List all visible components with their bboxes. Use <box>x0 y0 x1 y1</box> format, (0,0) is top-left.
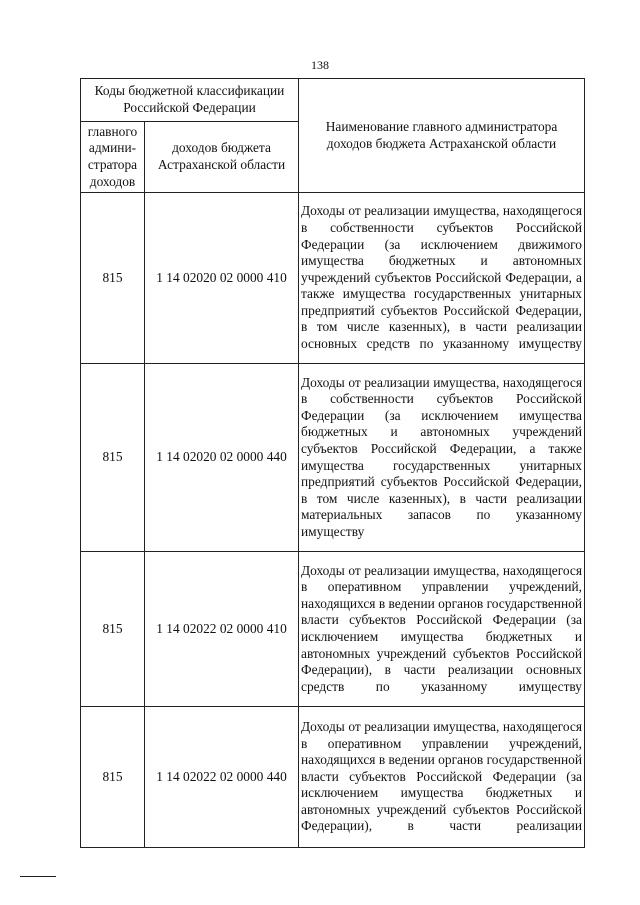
header-row-group <box>81 79 585 122</box>
header-admin-cell: главного админи-стратора доходов <box>81 122 145 193</box>
page-number: 138 <box>311 58 329 72</box>
income-code-cell: 1 14 02022 02 0000 440 <box>145 707 299 848</box>
income-name-cell: Доходы от реализации имущества, находящегося в собственности субъектов Российской Федерации (за исключением имущества бюджетных и автономных учреждений субъектов Российской Федерации, а также имущества государственных унитарных предприятий субъектов Российской Федерации, в том числе казенных), в части реализации материальных запасов по указанному имуществу <box>299 364 585 552</box>
admin-code-cell: 815 <box>81 193 145 364</box>
admin-code-cell: 815 <box>81 364 145 552</box>
header-name-cell: Наименование главного администратора доходов бюджета Астраханской области <box>299 79 585 193</box>
budget-classification-table <box>80 78 585 848</box>
admin-code-cell: 815 <box>81 552 145 707</box>
table-row <box>81 707 585 848</box>
income-code-cell: 1 14 02022 02 0000 410 <box>145 552 299 707</box>
income-name-cell: Доходы от реализации имущества, находящегося в оперативном управлении учреждений, находящихся в ведении органов государственной власти субъектов Российской Федерации (за исключением имущества бюджетных и автономных учреждений субъектов Российской Федерации), в части реализации основных средств по указанному имуществу <box>299 552 585 707</box>
table-row <box>81 552 585 707</box>
income-name-cell: Доходы от реализации имущества, находящегося в собственности субъектов Российской Федерации (за исключением движимого имущества бюджетных и автономных учреждений субъектов Российской Федерации, а также имущества государственных унитарных предприятий субъектов Российской Федерации, в том числе казенных), в части реализации основных средств по указанному имуществу <box>299 193 585 364</box>
table-row <box>81 193 585 364</box>
header-group-cell: Коды бюджетной классификации Российской Федерации <box>81 79 299 122</box>
income-code-cell: 1 14 02020 02 0000 410 <box>145 193 299 364</box>
income-name-cell: Доходы от реализации имущества, находящегося в оперативном управлении учреждений, находящихся в ведении органов государственной власти субъектов Российской Федерации (за исключением имущества бюджетных и автономных учреждений субъектов Российской Федерации), в части реализации <box>299 707 585 848</box>
footer-rule <box>20 876 56 877</box>
admin-code-cell: 815 <box>81 707 145 848</box>
income-code-cell: 1 14 02020 02 0000 440 <box>145 364 299 552</box>
header-income-cell: доходов бюджета Астраханской области <box>145 122 299 193</box>
table-row <box>81 364 585 552</box>
